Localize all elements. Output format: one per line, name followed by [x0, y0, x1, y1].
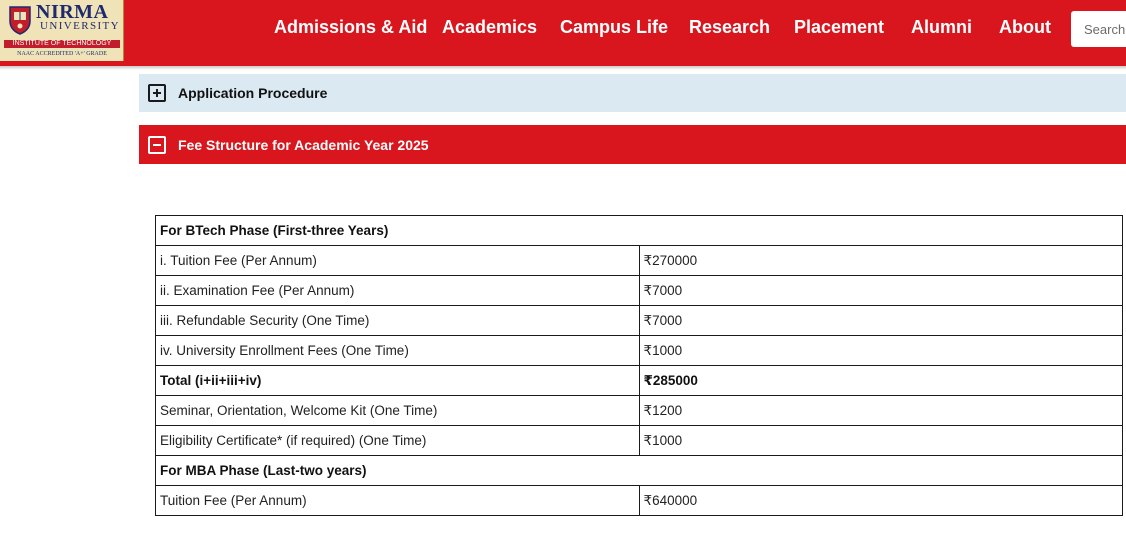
accordion-title: Application Procedure — [178, 85, 328, 101]
accordion-fee-structure[interactable] — [139, 125, 1126, 164]
plus-icon[interactable] — [148, 84, 166, 102]
table-row — [156, 486, 1123, 516]
table-row — [156, 246, 1123, 276]
fee-amount: ₹7000 — [639, 276, 1123, 306]
logo-accreditation: NAAC ACCREDITED 'A+' GRADE — [17, 51, 107, 57]
fee-label: Eligibility Certificate* (if required) (One Time) — [156, 426, 640, 456]
total-label: Total (i+ii+iii+iv) — [156, 366, 640, 396]
mba-phase-heading: For MBA Phase (Last-two years) — [156, 456, 1123, 486]
fee-label: iii. Refundable Security (One Time) — [156, 306, 640, 336]
table-row — [156, 276, 1123, 306]
header-shadow — [0, 66, 1126, 70]
fee-label: iv. University Enrollment Fees (One Time) — [156, 336, 640, 366]
nav-academics[interactable]: Academics — [442, 17, 538, 37]
table-row — [156, 336, 1123, 366]
nav-campus-life[interactable]: Campus Life — [560, 17, 669, 37]
table-row — [156, 306, 1123, 336]
fee-amount: ₹1000 — [639, 426, 1123, 456]
fee-label: Seminar, Orientation, Welcome Kit (One Time) — [156, 396, 640, 426]
fee-amount: ₹1000 — [639, 336, 1123, 366]
nav-about[interactable]: About — [999, 17, 1051, 37]
nav-placement[interactable]: Placement — [794, 17, 885, 37]
logo-subtitle: UNIVERSITY — [40, 20, 120, 32]
accordion-title: Fee Structure for Academic Year 2025 — [178, 137, 429, 153]
logo-institute: INSTITUTE OF TECHNOLOGY — [4, 40, 120, 48]
fee-label: Tuition Fee (Per Annum) — [156, 486, 640, 516]
crest-icon — [8, 5, 32, 35]
nav-research[interactable]: Research — [689, 17, 771, 37]
university-logo[interactable] — [0, 0, 124, 61]
fee-label: ii. Examination Fee (Per Annum) — [156, 276, 640, 306]
search-input[interactable] — [1071, 11, 1126, 47]
fee-amount: ₹270000 — [639, 246, 1123, 276]
table-row — [156, 216, 1123, 246]
fee-amount: ₹640000 — [639, 486, 1123, 516]
fee-structure-table — [155, 215, 1123, 516]
fee-amount: ₹7000 — [639, 306, 1123, 336]
table-row — [156, 426, 1123, 456]
logo-name: NIRMA — [36, 1, 109, 23]
nav-admissions-aid[interactable]: Admissions & Aid — [274, 17, 428, 37]
table-row — [156, 456, 1123, 486]
nav-alumni[interactable]: Alumni — [911, 17, 972, 37]
minus-icon[interactable] — [148, 136, 166, 154]
fee-label: i. Tuition Fee (Per Annum) — [156, 246, 640, 276]
table-row-total — [156, 366, 1123, 396]
fee-amount: ₹1200 — [639, 396, 1123, 426]
btech-phase-heading: For BTech Phase (First-three Years) — [156, 216, 1123, 246]
site-header — [0, 0, 1126, 66]
accordion-application-procedure[interactable] — [139, 74, 1126, 112]
table-row — [156, 396, 1123, 426]
total-amount: ₹285000 — [639, 366, 1123, 396]
